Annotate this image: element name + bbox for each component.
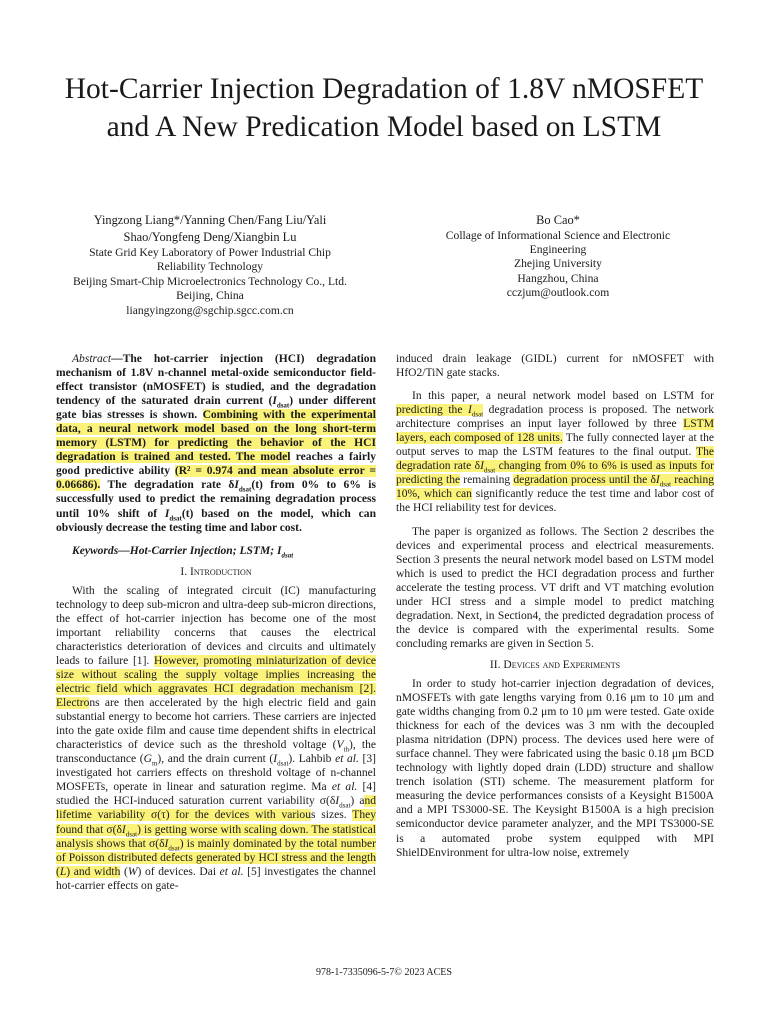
paragraph-organization: The paper is organized as follows. The Section 2 describes the devices and experimental process and electrical measurements. Section 3 presents the neural network model based on LSTM model which is used to predict the HCI degradation process and further accelerate the testing process. VT drift and VT matching evolution under HCI stress and a simple model to predict matching degradation. Next, in Section4, the predicted degradation process of the device is compared with the experimental results. Some concluding remarks are given in Section 5. — [396, 525, 714, 650]
highlight: (R² = 0.974 and mean absolute error = 0.06686). — [56, 465, 377, 492]
highlight: However, promoting miniaturization of device size without scaling the supply voltage implies increasing the electric field which aggravates HCI degradation mechanism [2]. Electro — [56, 654, 376, 710]
paragraph-gidl: induced drain leakage (GIDL) current for nMOSFET with HfO2/TiN gate stacks. — [396, 353, 714, 380]
author-affiliation-4: Beijing, China — [176, 289, 244, 303]
highlight: LSTM layers, each composed of 128 units. — [396, 418, 714, 445]
highlight: predicting the $I_{dsat}$ — [396, 404, 484, 419]
author-block-right — [398, 212, 718, 301]
author-affiliation-3: Beijing Smart-Chip Microelectronics Technology Co., Ltd. — [73, 274, 347, 288]
abstract-label: Abstract — [72, 353, 112, 365]
highlight: Combining with the experimental data, a neural network model based on the long short-term memory (LSTM) for predicting the behavior of the HCI degradation is trained and tested. The model — [56, 409, 376, 464]
highlight: The degradation rate $\delta I_{dsat}$ changing from 0% to 6% is used as inputs for predicting the — [396, 446, 714, 487]
paragraph-lstm-model: In this paper, a neural network model based on LSTM for predicting the $I_{dsat}$ degradation process is proposed. The network architecture comprises an input layer followed by three LSTM layers, each composed of 128 units. The fully connected layer at the output serves to map the LSTM features to the final output. The degradation rate $\delta I_{dsat}$ changing from 0% to 6% is used as inputs for predicting the remaining degradation process until the $\delta I_{dsat}$ reaching 10%, which can significantly reduce the test time and labor cost of the HCI reliability test for devices. — [396, 390, 714, 515]
author-email-left: liangyingzong@sgchip.sgcc.com.cn — [126, 303, 294, 317]
highlight: degradation process until the $\delta I_{dsat}$ reaching 10%, which can — [396, 474, 714, 501]
paragraph-devices: In order to study hot-carrier injection degradation of devices, nMOSFETs with gate lengths varying from 0.16 μm to 10 μm and gate widths changing from 0.2 μm to 10 μm were tested. Gate oxide thickness for each of the devices was 3 nm with the decoupled plasma nitridation (DPN) process. The devices used here were of surface channel. They were fabricated using the basic 0.18 μm BCD technology with lightly doped drain (LDD) structure and shallow trench isolation (STI) scheme. The measurement platform for measuring the device performances consists of a Keysight B1500A and a MPI TS3000-SE. The Keysight B1500A is a high precision semiconductor device parameter analyzer, and the MPI TS3000-SE is a automated probe system equipped with MPI ShielDEnvironment for ultra-low noise, extremely — [396, 677, 714, 859]
left-column — [56, 352, 376, 893]
author-affiliation-1: State Grid Key Laboratory of Power Industrial Chip — [89, 246, 331, 259]
paper-title — [0, 70, 768, 146]
highlight: They found that $\sigma(\delta I_{dsat})$ is getting worse with scaling down. The statistical analysis shows that $\sigma(\delta I_{dsat})$ is mainly dominated by the total number of Poisson distributed defects generated by HCI stress and the length (L) and width — [56, 809, 377, 878]
title-line-1: Hot-Carrier Injection Degradation of 1.8V nMOSFET — [64, 73, 704, 105]
author-name-right: Bo Cao* — [536, 213, 580, 227]
highlight: nd lifetime variability σ(τ) for the devices with variou — [56, 795, 376, 822]
author-email-right: cczjum@outlook.com — [506, 286, 610, 300]
section-heading-introduction: I. Introduction — [180, 565, 252, 578]
right-column — [396, 352, 714, 860]
author-right-affiliation-1: Collage of Informational Science and Electronic — [445, 228, 671, 242]
author-right-affiliation-4: Hangzhou, China — [517, 271, 599, 285]
author-block-left — [40, 212, 380, 318]
author-names-2: Shao/Yongfeng Deng/Xiangbin Lu — [123, 229, 297, 244]
author-right-affiliation-3: Zhejing University — [514, 257, 602, 271]
keywords: Keywords—Hot-Carrier Injection; LSTM; $I_{dsat}$ — [72, 544, 294, 559]
intro-paragraph: With the scaling of integrated circuit (IC) manufacturing technology to deep sub-micron and ultra-deep sub-micron directions, the effect of hot-carrier injection has become one of the most important reliability concerns that causes the electrical characteristics deterioration of devices and circuits and ultimately leads to failure [1]. However, promoting miniaturization of device size without scaling the supply voltage implies increasing the electric field which aggravates HCI degradation mechanism [2]. Electrons are then accelerated by the high electric field and gain substantial energy to become hot carriers. These carriers are injected into the gate oxide film and cause time dependent shifts in electrical characteristics of device such as the threshold voltage $(V_{th})$, the transconductance $(G_m)$, and the drain current $(I_{dsat})$. Lahbib et al. [3] investigated hot carriers effects on threshold voltage of n-channel MOSFETs, operate in linear and saturation regime. Ma et al. [4] studied the HCI-induced saturation current variability $\sigma(\delta I_{dsat})$ and lifetime variability σ(τ) for the devices with various sizes. They found that $\sigma(\delta I_{dsat})$ is getting worse with scaling down. The statistical analysis shows that $\sigma(\delta I_{dsat})$ is mainly dominated by the total number of Poisson distributed defects generated by HCI stress and the length (L) and width (W) of devices. Dai et al. [5] investigates the channel hot-carrier effects on gate- — [56, 584, 377, 892]
page-footer: 978-1-7335096-5-7© 2023 ACES — [316, 967, 452, 978]
author-names-1: Yingzong Liang*/Yanning Chen/Fang Liu/Yali — [93, 213, 327, 227]
section-heading-devices: II. Devices and Experiments — [489, 658, 621, 671]
author-right-affiliation-2: Engineering — [529, 242, 587, 256]
abstract: Abstract—The hot-carrier injection (HCI) degradation mechanism of 1.8V n-channel metal-oxide semiconductor field-effect transistor (nMOSFET) is studied, and the degradation tendency of the saturated drain current $(I_{dsat})$ under different gate bias stresses is shown. Combining with the experimental data, a neural network model based on the long short-term memory (LSTM) for predicting the behavior of the HCI degradation is trained and tested. The model reaches a fairly good predictive ability (R² = 0.974 and mean absolute error = 0.06686). The degradation rate $\delta I_{dsat}(t)$ from 0% to 6% is successfully used to predict the remaining degradation process until 10% shift of $I_{dsat}(t)$ based on the model, which can obviously decrease the testing time and labor cost. — [56, 353, 377, 534]
title-line-2: and A New Predication Model based on LSTM — [106, 111, 662, 143]
author-affiliation-2: Reliability Technology — [156, 260, 264, 274]
